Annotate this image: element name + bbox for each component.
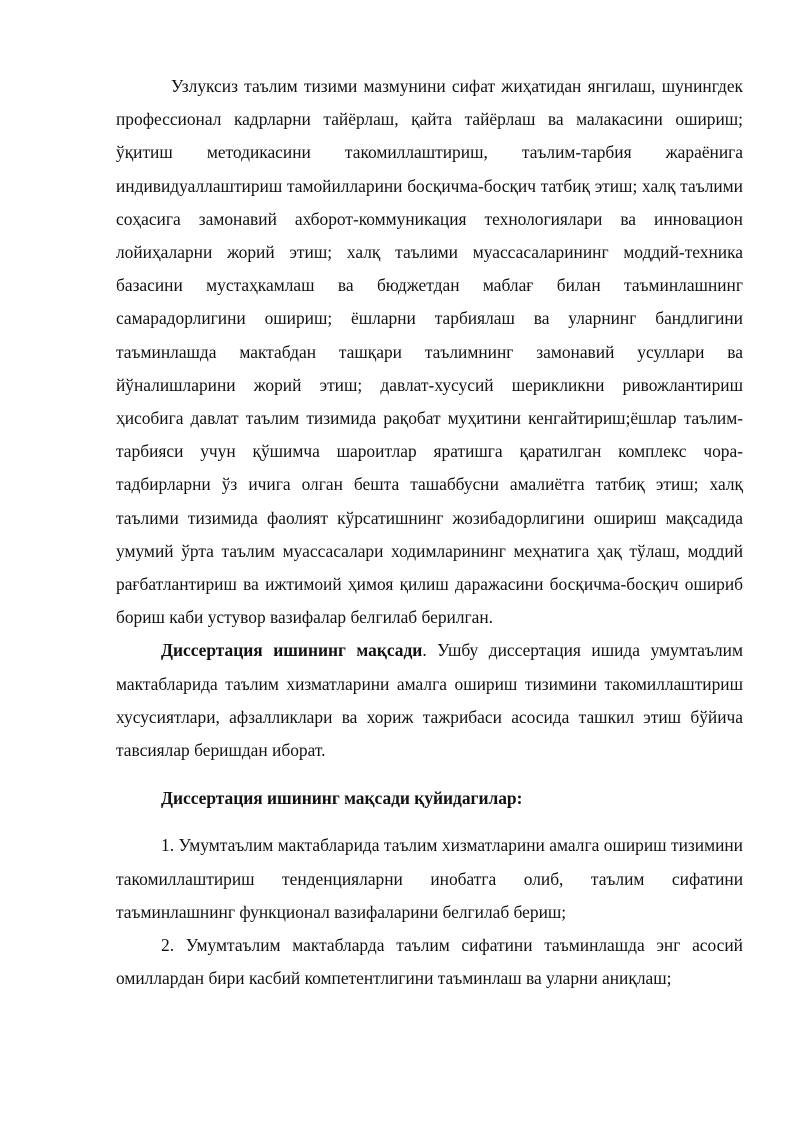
goal-item-2: 2. Умумтаълим мактабларда таълим сифатини таъминлашда энг асосий омиллардан бири касбий компетентлигини таъминлаш ва уларни аниқлаш; bbox=[116, 935, 743, 989]
purpose-paragraph bbox=[116, 634, 743, 767]
intro-paragraph: Узлуксиз таълим тизими мазмунини сифат жиҳатидан янгилаш, шунингдек профессионал кадрларни тайёрлаш, қайта тайёрлаш ва малакасини ошириш; ўқитиш методикасини такомиллаштириш, таълим-тарбия жараёнига индивидуаллаштириш тамойилларини босқичма-босқич татбиқ этиш; халқ таълими соҳасига замонавий ахборот-коммуникация технологиялари ва инновацион лойиҳаларни жорий этиш; халқ таълими муассасаларининг моддий-техника базасини мустаҳкамлаш ва бюджетдан маблағ билан таъминлашнинг самарадорлигини ошириш; ёшларни тарбиялаш ва уларнинг бандлигини таъминлашда мактабдан ташқари таълимнинг замонавий усуллари ва йўналишларини жорий этиш; давлат-хусусий шерикликни ривожлантириш ҳисобига давлат таълим тизимида рақобат муҳитини кенгайтириш;ёшлар таълим-тарбияси учун қўшимча шароитлар яратишга қаратилган комплекс чора-тадбирларни ўз ичига олган бешта ташаббусни амалиётга татбиқ этиш; халқ таълими тизимида фаолият кўрсатишнинг жозибадорлигини ошириш мақсадида умумий ўрта таълим муассасалари ходимларининг меҳнатига ҳақ тўлаш, моддий рағбатлантириш ва ижтимоий ҳимоя қилиш даражасини босқичма-босқич ошириб бориш каби устувор вазифалар белгилаб берилган. bbox=[116, 76, 743, 628]
goals-heading: Диссертация ишининг мақсади қуйидагилар: bbox=[161, 788, 523, 809]
purpose-label: Диссертация ишининг мақсади bbox=[161, 640, 423, 661]
purpose-text: . Ушбу диссертация ишида умумтаълим мактабларида таълим хизматларини амалга ошириш тизимини такомиллаштириш хусусиятлари, афзалликлари ва хориж тажрибаси асосида ташкил этиш бўйича тавсиялар беришдан иборат. bbox=[116, 640, 743, 761]
document-page bbox=[116, 70, 743, 995]
goal-item-1: 1. Умумтаълим мактабларида таълим хизматларини амалга ошириш тизимини такомиллаштириш тенденцияларни инобатга олиб, таълим сифатини таъминлашнинг функционал вазифаларини белгилаб бериш; bbox=[116, 835, 743, 922]
